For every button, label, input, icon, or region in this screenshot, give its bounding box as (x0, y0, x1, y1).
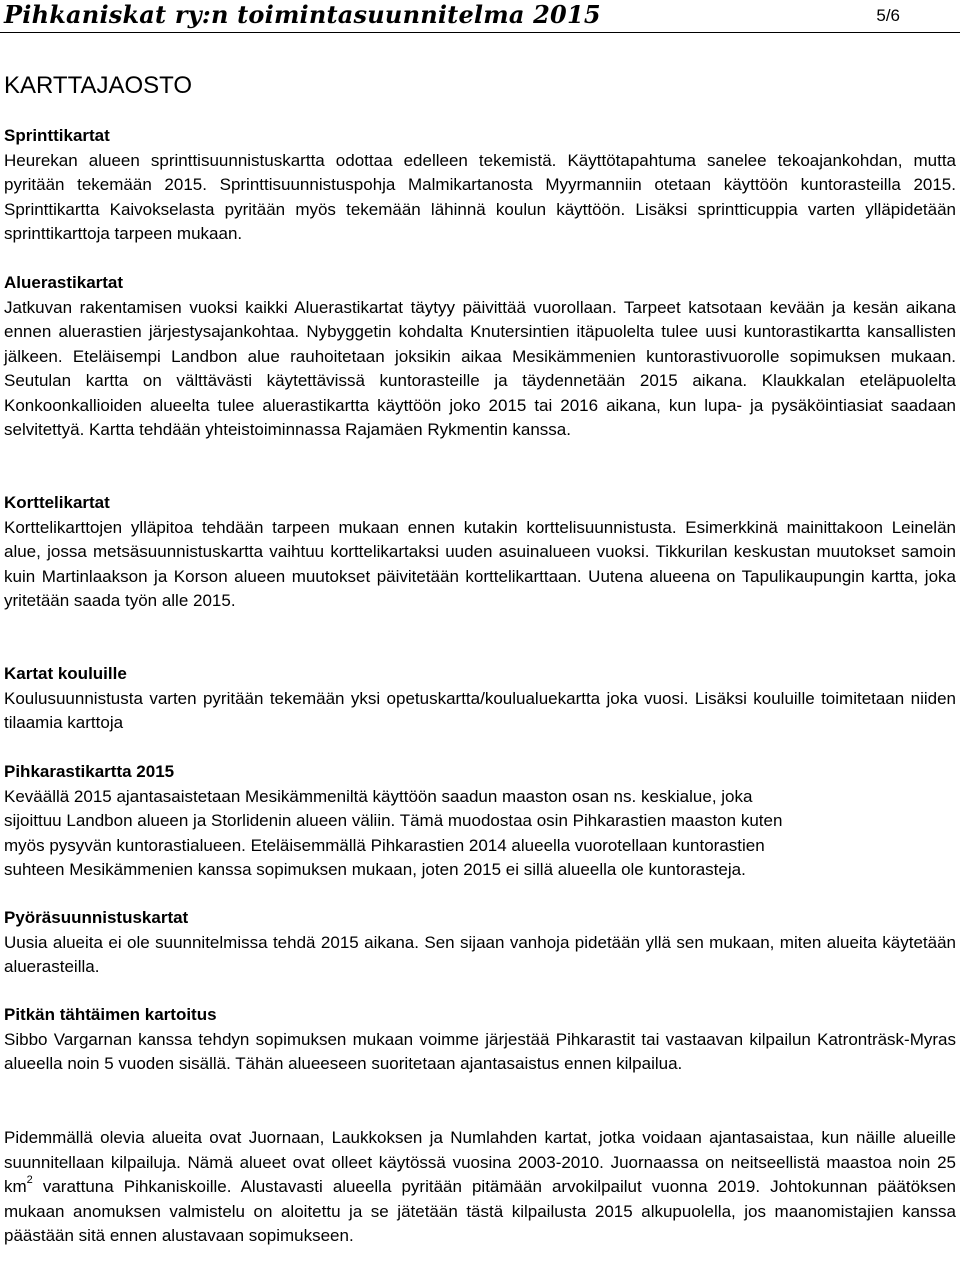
section-aluerastikartat (4, 271, 956, 443)
superscript: 2 (26, 1174, 33, 1187)
paragraph-line: sijoittuu Landbon alueen ja Storlidenin alueen väliin. Tämä muodostaa osin Pihkarastien maaston kuten (4, 811, 783, 830)
document-title: KARTTAJAOSTO (4, 72, 193, 99)
section-paragraph: Jatkuvan rakentamisen vuoksi kaikki Aluerastikartat täytyy päivittää vuorollaan. Tarpeet katsotaan kevään ja kesän aikana ennen aluerastien järjestysajankohtaa. Nybyggetin kohdalta Knutersintien itäpuolelta tulee uusi kuntorastikartta kansallisten jälkeen. Eteläisempi Landbon alue rauhoitetaan joksikin aikaa Mesikämmenien kuntorastivuorolle sopimuksen mukaan. Seutulan kartta on välttävästi käytettävissä kuntorasteille ja täydennetään 2015 aikana. Klaukkalan eteläpuolelta Konkoonkallioiden alueelta tulee aluerastikartta käyttöön joko 2015 tai 2016 aikana, kun lupa- ja pysäköintiasiat saadaan selvitettyä. Kartta tehdään yhteistoiminnassa Rajamäen Rykmentin kanssa. (4, 297, 956, 439)
page-number: 5/6 (876, 6, 900, 25)
section-kartat-kouluille (4, 662, 956, 736)
section-paragraph: Sibbo Vargarnan kanssa tehdyn sopimuksen mukaan voimme järjestää Pihkarastit tai vastaavan kilpailun Katronträsk-Myras alueella noin 5 vuoden sisällä. Tähän alueeseen suoritetaan ajantasaistus ennen kilpailua. (4, 1029, 956, 1073)
paragraph-line: suhteen Mesikämmenien kanssa sopimuksen mukaan, joten 2015 ei sillä alueella ole kuntorasteja. (4, 860, 746, 879)
section-sprinttikartat (4, 124, 956, 247)
section-pyorasuunnistuskartat (4, 906, 956, 980)
section-paragraph: Korttelikarttojen ylläpitoa tehdään tarpeen mukaan ennen kutakin korttelisuunnistusta. Esimerkkinä mainittakoon Leinelän alue, jossa metsäsuunnistuskartta vaihtuu korttelikartaksi uuden asuinalueen vuoksi. Tikkurilan keskustan muutokset samoin kuin Martinlaakson ja Korson alueen muutokset päivitetään korttelikarttaan. Uutena alueena on Tapulikaupungin kartta, joka yritetään saada työn alle 2015. (4, 517, 956, 610)
page-header (0, 0, 960, 33)
section-pihkarastikartta (4, 760, 956, 883)
section-paragraph: Heurekan alueen sprinttisuunnistuskartta odottaa edelleen tekemistä. Käyttötapahtuma sanelee tekoajankohdan, mutta pyritään tekemään 2015. Sprinttisuunnistuspohja Malmikartanosta Myyrmanniin otetaan käyttöön kuntorasteilla 2015. Sprinttikartta Kaivokselasta pyritään myös tekemään lähinnä koulun käyttöön. Lisäksi sprintticuppia varten ylläpidetään sprinttikarttoja tarpeen mukaan. (4, 150, 956, 243)
section-paragraph (4, 1126, 956, 1249)
paragraph-text: Pidemmällä olevia alueita ovat Juornaan, Laukkoksen ja Numlahden kartat, jotka voidaan ajantasaistaa, kun näille alueille suunnitellaan kilpailuja. Nämä alueet ovat olleet käytössä vuosina 2003-2010. Juornaassa on neitseellistä maastoa noin 25 km (4, 1128, 956, 1196)
paragraph-line: myös pysyvän kuntorastialueen. Eteläisemmällä Pihkarastien 2014 alueella vuorotellaan kuntorastien (4, 835, 765, 855)
section-korttelikartat (4, 491, 956, 614)
section-heading: Korttelikartat (4, 493, 110, 512)
section-heading: Aluerastikartat (4, 273, 124, 292)
paragraph-line: Keväällä 2015 ajantasaistetaan Mesikämmeniltä käyttöön saadun maaston osan ns. keskialue, joka (4, 786, 753, 806)
paragraph-text: varattuna Pihkaniskoille. Alustavasti alueella pyritään pitämään arvokilpailut vuonna 2019. Johtokunnan päätöksen mukaan anomuksen valmistelu on aloitettu ja se jätetään tästä kilpailusta 2015 alkupuolella, jos maanomistajien kanssa päästään sitä ennen alustavaan sopimukseen. (4, 1177, 956, 1245)
section-pidemmalla (4, 1126, 956, 1249)
header-title: Pihkaniskat ry:n toimintasuunnitelma 2015 (4, 0, 601, 29)
section-paragraph: Koulusuunnistusta varten pyritään tekemään yksi opetuskartta/koulualuekartta joka vuosi. Lisäksi kouluille toimitetaan niiden tilaamia karttoja (4, 688, 956, 732)
section-pitkan-tahtaimen-kartoitus (4, 1003, 956, 1077)
section-heading: Pyöräsuunnistuskartat (4, 908, 189, 927)
section-heading: Sprinttikartat (4, 126, 110, 145)
section-heading: Kartat kouluille (4, 664, 127, 683)
section-paragraph: Uusia alueita ei ole suunnitelmissa tehdä 2015 aikana. Sen sijaan vanhoja pidetään yllä sen mukaan, miten alueita käytetään aluerasteilla. (4, 932, 956, 976)
section-heading: Pihkarastikartta 2015 (4, 762, 175, 781)
section-heading: Pitkän tähtäimen kartoitus (4, 1005, 217, 1024)
